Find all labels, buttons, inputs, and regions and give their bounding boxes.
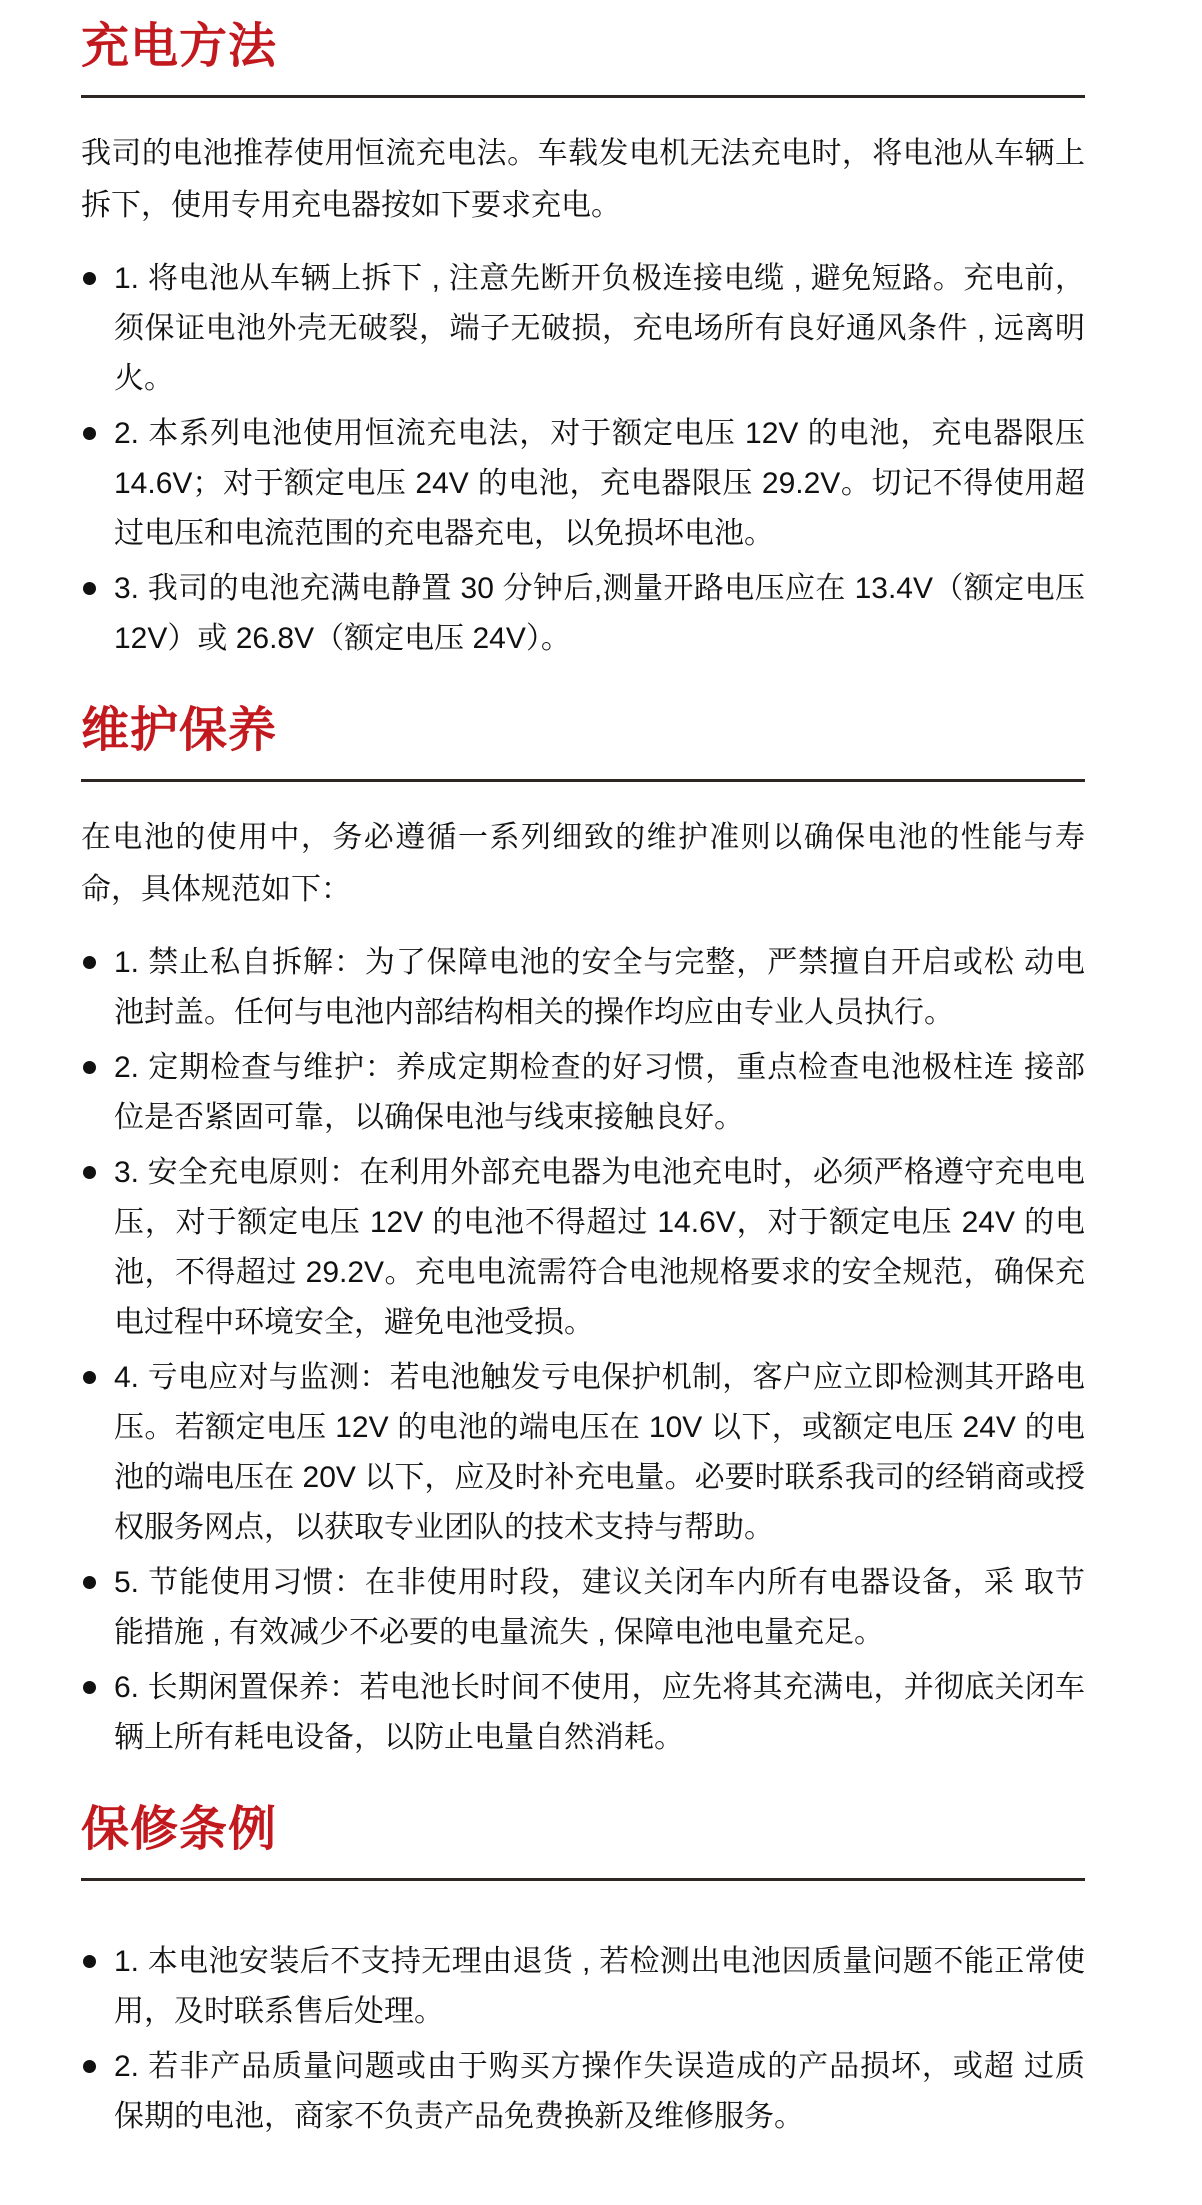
list-item: [81, 938, 1085, 1038]
list-item: [81, 409, 1085, 559]
list-item: [81, 564, 1085, 664]
intro-paragraph: 我司的电池推荐使用恒流充电法。车载发电机无法充电时，将电池从车辆上拆下，使用专用充电器按如下要求充电。: [81, 137, 1085, 222]
list-item-text: 6. 长期闲置保养：若电池长时间不使用，应先将其充满电，并彻底关闭车辆上所有耗电设备，以防止电量自然消耗。: [114, 1671, 1085, 1754]
bullet-list: [81, 938, 1085, 1763]
bullet-dot: [83, 1166, 96, 1179]
list-item: [81, 1148, 1085, 1348]
list-item-text: 5. 节能使用习惯：在非使用时段，建议关闭车内所有电器设备，采 取节能措施 , 有效减少不必要的电量流失 , 保障电池电量充足。: [114, 1566, 1085, 1649]
section-divider: [81, 779, 1085, 782]
list-item-text: 3. 安全充电原则：在利用外部充电器为电池充电时，必须严格遵守充电电压，对于额定电压 12V 的电池不得超过 14.6V，对于额定电压 24V 的电池，不得超过 29.2V。充电电流需符合电池规格要求的安全规范，确保充电过程中环境安全，避免电池受损。: [114, 1156, 1085, 1339]
section-warranty: [81, 1801, 1085, 2142]
bullet-list: [81, 1937, 1085, 2142]
list-item-text: 2. 定期检查与维护：养成定期检查的好习惯，重点检查电池极柱连 接部位是否紧固可靠，以确保电池与线束接触良好。: [114, 1051, 1085, 1134]
bullet-dot: [83, 1576, 96, 1589]
list-item: [81, 254, 1085, 404]
list-item: [81, 1558, 1085, 1658]
list-item-text: 1. 将电池从车辆上拆下 , 注意先断开负极连接电缆 , 避免短路。充电前，须保证电池外壳无破裂，端子无破损，充电场所有良好通风条件 , 远离明火。: [114, 262, 1085, 395]
bullet-list: [81, 254, 1085, 664]
section-title: 充电方法: [81, 20, 278, 73]
list-item-text: 2. 若非产品质量问题或由于购买方操作失误造成的产品损坏，或超 过质保期的电池，商家不负责产品免费换新及维修服务。: [114, 2050, 1085, 2133]
list-item: [81, 1663, 1085, 1763]
list-item-text: 2. 本系列电池使用恒流充电法，对于额定电压 12V 的电池，充电器限压 14.6V；对于额定电压 24V 的电池，充电器限压 29.2V。切记不得使用超过电压和电流范围的充电器充电，以免损坏电池。: [114, 417, 1085, 550]
intro-paragraph: 在电池的使用中，务必遵循一系列细致的维护准则以确保电池的性能与寿命，具体规范如下：: [81, 821, 1085, 906]
section-divider: [81, 1878, 1085, 1881]
bullet-dot: [83, 427, 96, 440]
section-divider: [81, 95, 1085, 98]
bullet-dot: [83, 1955, 96, 1968]
bullet-dot: [83, 1681, 96, 1694]
list-item: [81, 2042, 1085, 2142]
section-maintenance: [81, 702, 1085, 1763]
list-item-text: 1. 本电池安装后不支持无理由退货 , 若检测出电池因质量问题不能正常使用，及时联系售后处理。: [114, 1945, 1085, 2028]
list-item: [81, 1937, 1085, 2037]
bullet-dot: [83, 1371, 96, 1384]
bullet-dot: [83, 956, 96, 969]
section-title: 维护保养: [81, 704, 278, 757]
section-title: 保修条例: [81, 1803, 278, 1856]
section-charging-method: [81, 18, 1085, 664]
list-item-text: 3. 我司的电池充满电静置 30 分钟后,测量开路电压应在 13.4V（额定电压 12V）或 26.8V（额定电压 24V）。: [114, 572, 1085, 655]
bullet-dot: [83, 1061, 96, 1074]
bullet-dot: [83, 582, 96, 595]
list-item-text: 4. 亏电应对与监测：若电池触发亏电保护机制，客户应立即检测其开路电压。若额定电压 12V 的电池的端电压在 10V 以下，或额定电压 24V 的电池的端电压在 20V 以下，应及时补充电量。必要时联系我司的经销商或授权服务网点，以获取专业团队的技术支持与帮助。: [114, 1361, 1085, 1544]
bullet-dot: [83, 272, 96, 285]
list-item: [81, 1043, 1085, 1143]
list-item: [81, 1353, 1085, 1553]
bullet-dot: [83, 2060, 96, 2073]
list-item-text: 1. 禁止私自拆解：为了保障电池的安全与完整，严禁擅自开启或松 动电池封盖。任何与电池内部结构相关的操作均应由专业人员执行。: [114, 946, 1085, 1029]
